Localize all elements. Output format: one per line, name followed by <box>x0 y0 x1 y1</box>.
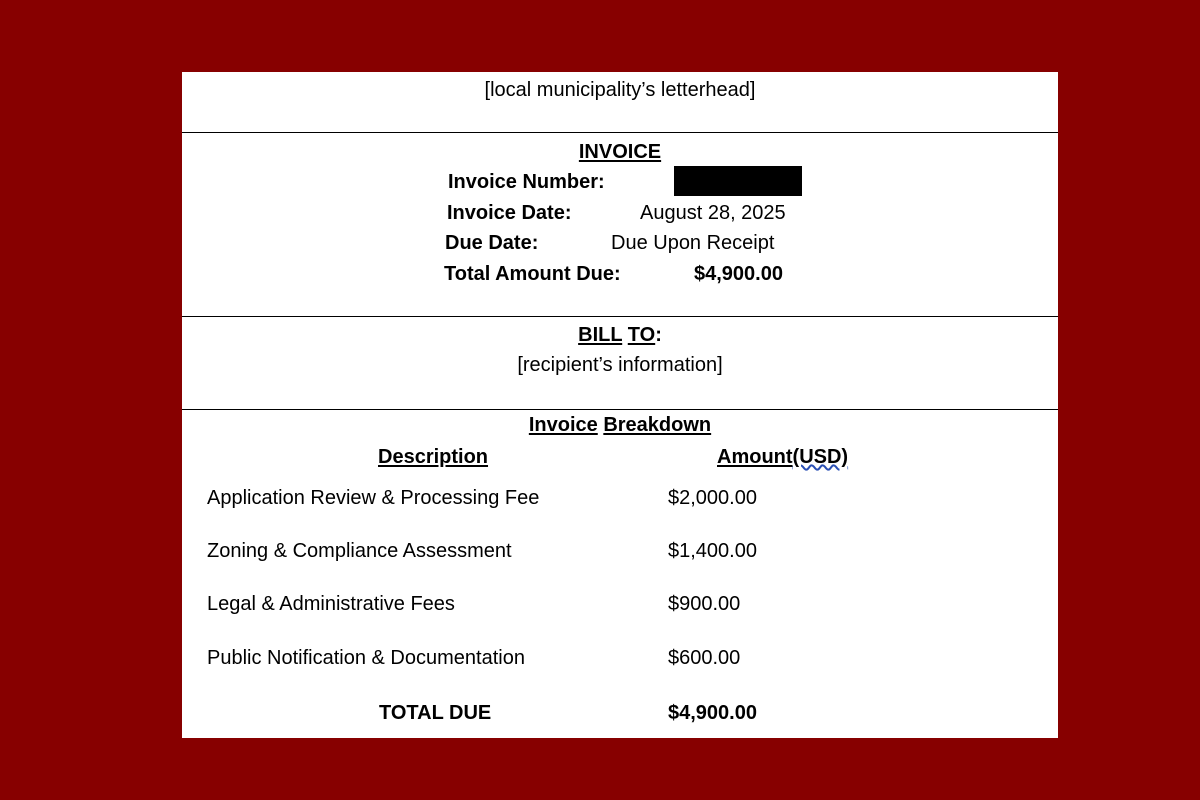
letterhead-placeholder: [local municipality’s letterhead] <box>484 79 756 101</box>
due-date-value: Due Upon Receipt <box>611 232 775 254</box>
divider <box>182 409 1058 410</box>
invoice-breakdown-title <box>182 414 1058 437</box>
bill-to-title-word: BILL <box>578 324 623 346</box>
breakdown-title-word: Breakdown <box>603 414 712 436</box>
line-item-description: Legal & Administrative Fees <box>207 593 455 615</box>
line-item-amount: $600.00 <box>668 647 741 669</box>
invoice-document <box>182 72 1058 738</box>
total-amount-due-label: Total Amount Due: <box>444 263 621 285</box>
invoice-date-label: Invoice Date: <box>447 202 572 224</box>
bill-to-title <box>182 324 1058 347</box>
line-item-description: Application Review & Processing Fee <box>207 487 540 509</box>
column-header-amount-word: Amount <box>717 446 793 468</box>
invoice-number-label: Invoice Number: <box>448 171 605 193</box>
column-header-description: Description <box>378 446 489 468</box>
line-item-amount: $900.00 <box>668 593 741 615</box>
total-amount-due-value: $4,900.00 <box>694 263 783 285</box>
column-header-amount-unit: (USD) <box>792 446 849 468</box>
line-item-amount: $2,000.00 <box>668 487 757 509</box>
divider <box>182 132 1058 133</box>
column-header-amount <box>717 446 848 469</box>
due-date-label: Due Date: <box>445 232 539 254</box>
bill-to-title-word: TO <box>627 324 656 346</box>
invoice-title <box>182 141 1058 164</box>
total-due-label: TOTAL DUE <box>379 702 492 724</box>
redacted-invoice-number <box>674 166 802 196</box>
line-item-description: Public Notification & Documentation <box>207 647 525 669</box>
total-due-amount: $4,900.00 <box>668 702 757 724</box>
line-item-amount: $1,400.00 <box>668 540 757 562</box>
recipient-info-placeholder: [recipient’s information] <box>517 354 723 376</box>
line-item-description: Zoning & Compliance Assessment <box>207 540 512 562</box>
divider <box>182 316 1058 317</box>
invoice-date-value: August 28, 2025 <box>640 202 786 224</box>
bill-to-title-colon: : <box>655 324 662 346</box>
breakdown-title-word: Invoice <box>528 414 598 436</box>
invoice-title-text: INVOICE <box>578 141 662 163</box>
